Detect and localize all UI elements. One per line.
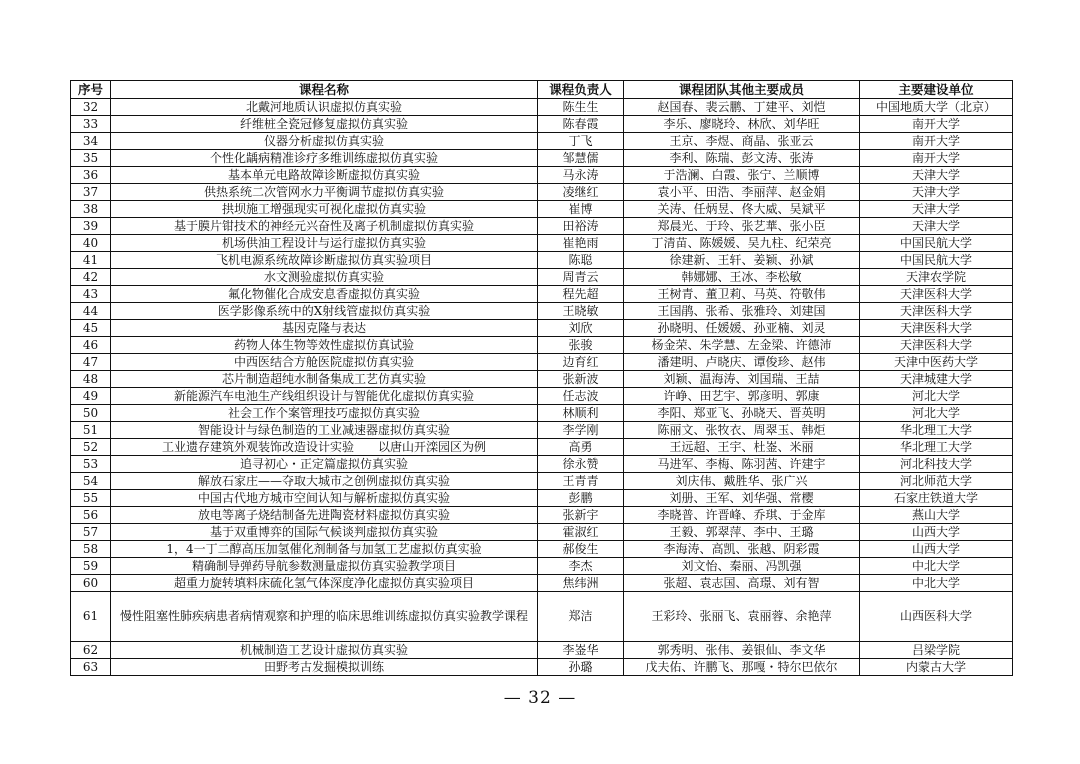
cell-team-members: 徐建新、王轩、姜颖、孙斌	[624, 252, 860, 269]
table-row	[71, 184, 1013, 201]
cell-serial: 42	[71, 269, 111, 286]
cell-team-members: 丁清苗、陈媛媛、吴九柱、纪荣亮	[624, 235, 860, 252]
cell-course-leader: 崔艳雨	[538, 235, 624, 252]
cell-team-members: 韩娜娜、王冰、李松敏	[624, 269, 860, 286]
table-row	[71, 439, 1013, 456]
cell-team-members: 关涛、任炳昱、佟大威、吴斌平	[624, 201, 860, 218]
cell-team-members: 王京、李煜、商晶、张亚云	[624, 133, 860, 150]
cell-course-leader: 程先超	[538, 286, 624, 303]
cell-team-members: 赵国春、裴云鹏、丁建平、刘恺	[624, 99, 860, 116]
cell-course-leader: 陈生生	[538, 99, 624, 116]
cell-team-members: 李海涛、高凯、张越、阴彩霞	[624, 541, 860, 558]
cell-course-name: 1，4一丁二醇高压加氢催化剂制备与加氢工艺虚拟仿真实验	[111, 541, 538, 558]
cell-serial: 53	[71, 456, 111, 473]
cell-course-name: 纤维桩全瓷冠修复虚拟仿真实验	[111, 116, 538, 133]
cell-course-name: 中西医结合方舱医院虚拟仿真实验	[111, 354, 538, 371]
cell-course-leader: 邹慧儒	[538, 150, 624, 167]
cell-institution: 河北师范大学	[860, 473, 1013, 490]
cell-team-members: 郑晨光、于玲、张艺華、张小臣	[624, 218, 860, 235]
cell-serial: 54	[71, 473, 111, 490]
cell-course-name: 机场供油工程设计与运行虚拟仿真实验	[111, 235, 538, 252]
cell-course-name: 基于双重博弈的国际气候谈判虚拟仿真实验	[111, 524, 538, 541]
cell-institution: 天津医科大学	[860, 303, 1013, 320]
table-row	[71, 235, 1013, 252]
table-row	[71, 116, 1013, 133]
cell-course-leader: 田裕涛	[538, 218, 624, 235]
cell-institution: 内蒙古大学	[860, 659, 1013, 676]
cell-serial: 51	[71, 422, 111, 439]
table-row	[71, 252, 1013, 269]
cell-team-members: 刘颖、温海涛、刘国瑞、王喆	[624, 371, 860, 388]
cell-course-leader: 张骏	[538, 337, 624, 354]
cell-course-leader: 崔博	[538, 201, 624, 218]
cell-course-name: 氟化物催化合成安息香虚拟仿真实验	[111, 286, 538, 303]
cell-course-name: 精确制导弹药导航参数测量虚拟仿真实验教学项目	[111, 558, 538, 575]
cell-course-leader: 陈春霞	[538, 116, 624, 133]
cell-institution: 华北理工大学	[860, 422, 1013, 439]
cell-course-name: 基本单元电路故障诊断虚拟仿真实验	[111, 167, 538, 184]
cell-serial: 38	[71, 201, 111, 218]
table-row	[71, 642, 1013, 659]
cell-institution: 南开大学	[860, 133, 1013, 150]
cell-course-name: 仪器分析虚拟仿真实验	[111, 133, 538, 150]
cell-serial: 58	[71, 541, 111, 558]
cell-course-leader: 霍淑红	[538, 524, 624, 541]
header-serial: 序号	[71, 81, 111, 99]
cell-team-members: 刘文怡、秦丽、冯凯强	[624, 558, 860, 575]
cell-course-name: 水文测验虚拟仿真实验	[111, 269, 538, 286]
cell-institution: 河北大学	[860, 405, 1013, 422]
cell-institution: 天津大学	[860, 167, 1013, 184]
cell-institution: 天津大学	[860, 218, 1013, 235]
header-team-members: 课程团队其他主要成员	[624, 81, 860, 99]
cell-serial: 49	[71, 388, 111, 405]
cell-institution: 山西大学	[860, 541, 1013, 558]
cell-team-members: 王毅、郭翠萍、李中、王璐	[624, 524, 860, 541]
cell-institution: 南开大学	[860, 150, 1013, 167]
course-table	[70, 80, 1013, 676]
cell-team-members: 孙晓明、任媛媛、孙亚楠、刘灵	[624, 320, 860, 337]
header-course-leader: 课程负责人	[538, 81, 624, 99]
table-row	[71, 558, 1013, 575]
table-row	[71, 201, 1013, 218]
cell-course-name: 慢性阻塞性肺疾病患者病情观察和护理的临床思维训练虚拟仿真实验教学课程	[111, 592, 538, 642]
header-institution: 主要建设单位	[860, 81, 1013, 99]
cell-serial: 56	[71, 507, 111, 524]
cell-course-leader: 陈聪	[538, 252, 624, 269]
cell-course-name: 放电等离子烧结制备先进陶瓷材料虚拟仿真实验	[111, 507, 538, 524]
cell-course-leader: 任志波	[538, 388, 624, 405]
cell-serial: 34	[71, 133, 111, 150]
table-header-row	[71, 81, 1013, 99]
cell-serial: 45	[71, 320, 111, 337]
cell-institution: 天津医科大学	[860, 286, 1013, 303]
cell-serial: 43	[71, 286, 111, 303]
cell-institution: 河北大学	[860, 388, 1013, 405]
cell-course-leader: 徐永赞	[538, 456, 624, 473]
cell-course-leader: 丁飞	[538, 133, 624, 150]
cell-team-members: 王远超、王宇、杜崟、米丽	[624, 439, 860, 456]
cell-serial: 40	[71, 235, 111, 252]
table-row	[71, 320, 1013, 337]
cell-serial: 41	[71, 252, 111, 269]
cell-course-name: 中国古代地方城市空间认知与解析虚拟仿真实验	[111, 490, 538, 507]
table-row	[71, 524, 1013, 541]
cell-serial: 52	[71, 439, 111, 456]
cell-institution: 石家庄铁道大学	[860, 490, 1013, 507]
cell-serial: 37	[71, 184, 111, 201]
cell-serial: 62	[71, 642, 111, 659]
cell-course-name: 解放石家庄——夺取大城市之创例虚拟仿真实验	[111, 473, 538, 490]
cell-course-name: 新能源汽车电池生产线组织设计与智能优化虚拟仿真实验	[111, 388, 538, 405]
cell-institution: 天津农学院	[860, 269, 1013, 286]
table-body	[71, 99, 1013, 676]
cell-course-name: 超重力旋转填料床硫化氢气体深度净化虚拟仿真实验项目	[111, 575, 538, 592]
table-row	[71, 269, 1013, 286]
cell-institution: 山西大学	[860, 524, 1013, 541]
cell-course-name: 供热系统二次管网水力平衡调节虚拟仿真实验	[111, 184, 538, 201]
cell-institution: 天津医科大学	[860, 337, 1013, 354]
cell-course-leader: 刘欣	[538, 320, 624, 337]
cell-team-members: 王彩玲、张丽飞、袁丽蓉、余艳萍	[624, 592, 860, 642]
cell-institution: 燕山大学	[860, 507, 1013, 524]
cell-course-name: 机械制造工艺设计虚拟仿真实验	[111, 642, 538, 659]
cell-team-members: 潘建明、卢晓庆、谭俊珍、赵伟	[624, 354, 860, 371]
cell-team-members: 陈丽文、张牧衣、周翠玉、韩炬	[624, 422, 860, 439]
cell-course-leader: 边育红	[538, 354, 624, 371]
cell-serial: 60	[71, 575, 111, 592]
cell-course-leader: 马永涛	[538, 167, 624, 184]
cell-team-members: 刘庆伟、戴胜华、张广兴	[624, 473, 860, 490]
cell-team-members: 李乐、廖晓玲、林欣、刘华旺	[624, 116, 860, 133]
cell-course-name: 药物人体生物等效性虚拟仿真试验	[111, 337, 538, 354]
cell-course-leader: 孙璐	[538, 659, 624, 676]
cell-team-members: 许峥、田艺宇、郭彦明、郭康	[624, 388, 860, 405]
cell-course-name: 基因克隆与表达	[111, 320, 538, 337]
cell-team-members: 李阳、郑亚飞、孙晓天、晋英明	[624, 405, 860, 422]
cell-course-leader: 周青云	[538, 269, 624, 286]
cell-course-name: 北戴河地质认识虚拟仿真实验	[111, 99, 538, 116]
cell-institution: 中国民航大学	[860, 252, 1013, 269]
table-row	[71, 592, 1013, 642]
cell-course-leader: 郝俊生	[538, 541, 624, 558]
cell-course-leader: 王晓敏	[538, 303, 624, 320]
cell-institution: 天津医科大学	[860, 320, 1013, 337]
cell-course-name: 飞机电源系统故障诊断虚拟仿真实验项目	[111, 252, 538, 269]
cell-course-name: 田野考古发掘模拟训练	[111, 659, 538, 676]
header-course-name: 课程名称	[111, 81, 538, 99]
cell-institution: 华北理工大学	[860, 439, 1013, 456]
cell-team-members: 于浩澜、白霞、张宁、兰顺博	[624, 167, 860, 184]
cell-serial: 61	[71, 592, 111, 642]
cell-team-members: 李晓普、许晋峰、乔琪、于金库	[624, 507, 860, 524]
table-row	[71, 218, 1013, 235]
cell-team-members: 李利、陈瑞、彭文涛、张涛	[624, 150, 860, 167]
cell-serial: 59	[71, 558, 111, 575]
table-row	[71, 388, 1013, 405]
cell-course-leader: 郑洁	[538, 592, 624, 642]
cell-course-leader: 李学刚	[538, 422, 624, 439]
cell-serial: 33	[71, 116, 111, 133]
table-row	[71, 337, 1013, 354]
table-row	[71, 133, 1013, 150]
cell-course-name: 医学影像系统中的X射线管虚拟仿真实验	[111, 303, 538, 320]
cell-institution: 河北科技大学	[860, 456, 1013, 473]
cell-institution: 天津中医药大学	[860, 354, 1013, 371]
table-row	[71, 303, 1013, 320]
table-row	[71, 167, 1013, 184]
cell-course-leader: 凌继红	[538, 184, 624, 201]
cell-course-name: 个性化龋病精准诊疗多维训练虚拟仿真实验	[111, 150, 538, 167]
table-row	[71, 659, 1013, 676]
table-row	[71, 541, 1013, 558]
cell-serial: 46	[71, 337, 111, 354]
cell-institution: 吕梁学院	[860, 642, 1013, 659]
table-row	[71, 473, 1013, 490]
table-row	[71, 490, 1013, 507]
cell-course-leader: 李崟华	[538, 642, 624, 659]
table-row	[71, 286, 1013, 303]
cell-institution: 山西医科大学	[860, 592, 1013, 642]
table-row	[71, 405, 1013, 422]
cell-institution: 中北大学	[860, 558, 1013, 575]
cell-course-leader: 高勇	[538, 439, 624, 456]
cell-course-name: 社会工作个案管理技巧虚拟仿真实验	[111, 405, 538, 422]
cell-course-leader: 王青青	[538, 473, 624, 490]
cell-serial: 32	[71, 99, 111, 116]
cell-institution: 天津城建大学	[860, 371, 1013, 388]
cell-course-leader: 张新波	[538, 371, 624, 388]
cell-course-leader: 林顺利	[538, 405, 624, 422]
cell-course-name: 工业遗存建筑外观装饰改造设计实验 以唐山开滦园区为例	[111, 439, 538, 456]
table-row	[71, 575, 1013, 592]
cell-serial: 50	[71, 405, 111, 422]
cell-team-members: 王国鹃、张希、张雅玲、刘建国	[624, 303, 860, 320]
cell-team-members: 张超、袁志国、高璟、刘有智	[624, 575, 860, 592]
cell-course-leader: 彭鹏	[538, 490, 624, 507]
cell-team-members: 郭秀明、张伟、姜银仙、李文华	[624, 642, 860, 659]
cell-serial: 44	[71, 303, 111, 320]
cell-serial: 63	[71, 659, 111, 676]
cell-course-name: 基于膜片钳技术的神经元兴奋性及离子机制虚拟仿真实验	[111, 218, 538, 235]
table-row	[71, 371, 1013, 388]
cell-course-name: 芯片制造超纯水制备集成工艺仿真实验	[111, 371, 538, 388]
cell-team-members: 杨金荣、朱学慧、左金梁、许德沛	[624, 337, 860, 354]
cell-course-leader: 焦纬洲	[538, 575, 624, 592]
table-row	[71, 456, 1013, 473]
cell-serial: 48	[71, 371, 111, 388]
cell-serial: 36	[71, 167, 111, 184]
cell-team-members: 戊夫佑、许鹏飞、那嘎・特尔巴依尔	[624, 659, 860, 676]
cell-course-name: 追寻初心・正定篇虚拟仿真实验	[111, 456, 538, 473]
cell-serial: 39	[71, 218, 111, 235]
cell-course-name: 拱坝施工增强现实可视化虚拟仿真实验	[111, 201, 538, 218]
cell-institution: 天津大学	[860, 201, 1013, 218]
cell-team-members: 马进军、李梅、陈羽茜、许建宇	[624, 456, 860, 473]
cell-course-leader: 李杰	[538, 558, 624, 575]
table-row	[71, 422, 1013, 439]
cell-serial: 55	[71, 490, 111, 507]
cell-institution: 南开大学	[860, 116, 1013, 133]
cell-team-members: 王树青、董卫莉、马英、符敬伟	[624, 286, 860, 303]
cell-serial: 47	[71, 354, 111, 371]
table-row	[71, 354, 1013, 371]
table-row	[71, 99, 1013, 116]
table-row	[71, 150, 1013, 167]
cell-institution: 中国民航大学	[860, 235, 1013, 252]
cell-team-members: 袁小平、田浩、李丽萍、赵金娟	[624, 184, 860, 201]
cell-institution: 天津大学	[860, 184, 1013, 201]
page-number: — 32 —	[503, 688, 577, 708]
cell-serial: 57	[71, 524, 111, 541]
cell-serial: 35	[71, 150, 111, 167]
cell-institution: 中国地质大学（北京）	[860, 99, 1013, 116]
cell-course-name: 智能设计与绿色制造的工业减速器虚拟仿真实验	[111, 422, 538, 439]
table-row	[71, 507, 1013, 524]
cell-course-leader: 张新宇	[538, 507, 624, 524]
cell-team-members: 刘册、王军、刘华强、常樱	[624, 490, 860, 507]
cell-institution: 中北大学	[860, 575, 1013, 592]
